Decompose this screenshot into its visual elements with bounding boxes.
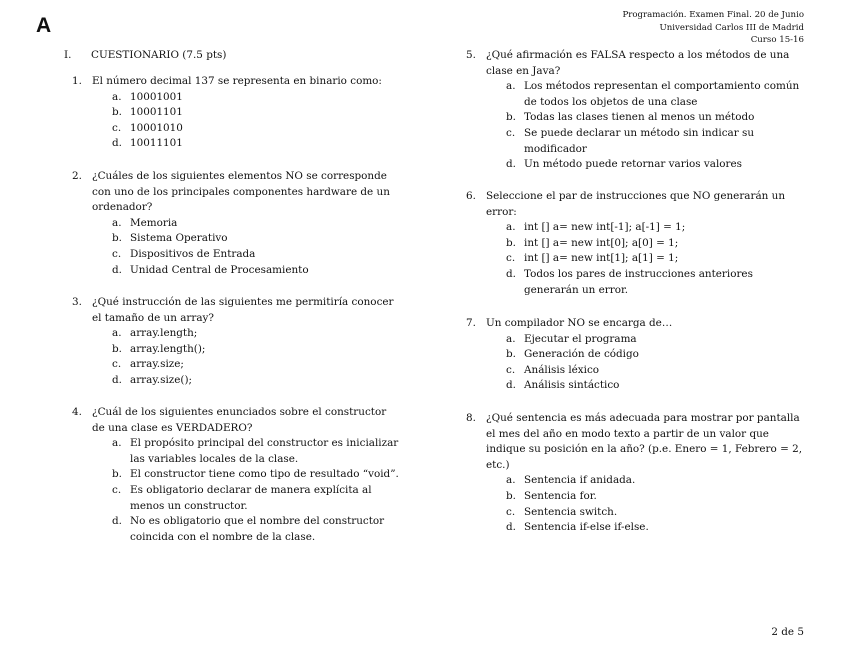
header-course-line: Programación. Examen Final. 20 de Junio — [622, 10, 804, 20]
option-letter: d. — [112, 263, 122, 276]
option-text: array.size; — [130, 358, 184, 371]
question-number: 6. — [466, 190, 476, 202]
option-text: Unidad Central de Procesamiento — [130, 263, 309, 276]
answer-option — [92, 483, 402, 514]
answer-option — [92, 231, 402, 247]
option-letter: a. — [506, 80, 516, 93]
option-text: 10001010 — [130, 121, 183, 134]
answer-option — [486, 473, 806, 489]
answer-option — [486, 489, 806, 505]
answer-option — [486, 363, 806, 379]
option-text: Memoria — [130, 216, 178, 229]
option-text: Generación de código — [524, 348, 639, 361]
answer-option — [486, 378, 806, 394]
answer-option — [486, 505, 806, 521]
question-number: 2. — [72, 170, 82, 182]
option-letter: a. — [506, 332, 516, 345]
option-letter: a. — [112, 437, 122, 450]
option-text: Todos los pares de instrucciones anteriores generarán un error. — [524, 267, 753, 296]
question-number: 5. — [466, 49, 476, 61]
option-text: Dispositivos de Entrada — [130, 247, 256, 260]
option-letter: a. — [506, 474, 516, 487]
answer-options — [486, 332, 806, 394]
question-number: 8. — [466, 412, 476, 424]
option-text: array.length; — [130, 327, 198, 340]
option-text: Sentencia if-else if-else. — [524, 521, 649, 534]
option-text: Se puede declarar un método sin indicar su modificador — [524, 126, 755, 155]
answer-option — [92, 436, 402, 467]
option-letter: c. — [506, 505, 516, 518]
answer-option — [92, 263, 402, 279]
exam-version-letter: A — [36, 14, 52, 37]
option-text: int [] a= new int[-1]; a[-1] = 1; — [524, 221, 686, 234]
answer-options — [92, 436, 402, 545]
section-number: I. — [64, 49, 72, 61]
option-letter: d. — [506, 521, 516, 534]
option-letter: b. — [112, 342, 122, 355]
option-text: Análisis sintáctico — [524, 379, 620, 392]
answer-option — [92, 247, 402, 263]
option-text: No es obligatorio que el nombre del constructor coincida con el nombre de la clase. — [130, 515, 385, 543]
question-text: El número decimal 137 se representa en binario como: — [92, 75, 382, 87]
header-university-line: Universidad Carlos III de Madrid — [659, 22, 804, 33]
option-letter: c. — [506, 252, 516, 265]
answer-options — [92, 216, 402, 278]
question-text: ¿Cuál de los siguientes enunciados sobre el constructor de una clase es VERDADERO? — [92, 406, 387, 434]
option-letter: a. — [112, 216, 122, 229]
answer-option — [486, 267, 806, 298]
option-text: 10011101 — [130, 137, 183, 150]
question-text: ¿Qué afirmación es FALSA respecto a los métodos de una clase en Java? — [486, 49, 790, 77]
answer-options — [486, 473, 806, 535]
option-letter: a. — [112, 327, 122, 340]
option-text: Análisis léxico — [524, 363, 600, 376]
option-letter: c. — [112, 483, 122, 496]
question-4 — [72, 405, 402, 545]
option-letter: d. — [112, 137, 122, 150]
question-text: ¿Cuáles de los siguientes elementos NO se corresponde con uno de los principales componentes hardware de un ordenador? — [92, 170, 390, 214]
answer-options — [92, 90, 402, 152]
option-text: Es obligatorio declarar de manera explícita al menos un constructor. — [130, 483, 372, 512]
question-text: ¿Qué instrucción de las siguientes me permitiría conocer el tamaño de un array? — [92, 296, 394, 324]
option-letter: c. — [506, 363, 516, 376]
answer-option — [486, 157, 806, 173]
question-8 — [466, 411, 806, 536]
answer-option — [486, 520, 806, 536]
answer-option — [92, 136, 402, 152]
answer-option — [92, 216, 402, 232]
answer-option — [486, 236, 806, 252]
option-letter: b. — [112, 468, 122, 481]
question-number: 7. — [466, 317, 476, 329]
answer-option — [92, 90, 402, 106]
answer-option — [486, 347, 806, 363]
question-2 — [72, 169, 402, 278]
option-text: Un método puede retornar varios valores — [524, 158, 743, 171]
option-text: El constructor tiene como tipo de resultado “void”. — [130, 468, 399, 481]
answer-options — [486, 79, 806, 173]
answer-option — [92, 373, 402, 389]
option-letter: a. — [112, 90, 122, 103]
answer-option — [486, 110, 806, 126]
answer-option — [486, 126, 806, 157]
option-letter: c. — [112, 247, 122, 260]
question-text: Seleccione el par de instrucciones que NO generarán un error: — [486, 190, 786, 218]
option-text: Sentencia switch. — [524, 505, 618, 518]
option-letter: b. — [506, 236, 516, 249]
question-6 — [466, 189, 806, 298]
option-letter: d. — [506, 158, 516, 171]
answer-option — [92, 121, 402, 137]
option-letter: c. — [112, 121, 122, 134]
option-text: Sistema Operativo — [130, 232, 228, 245]
answer-option — [92, 514, 402, 545]
question-7 — [466, 316, 806, 394]
option-letter: c. — [112, 358, 122, 371]
answer-option — [92, 357, 402, 373]
option-letter: b. — [112, 106, 122, 119]
option-text: 10001101 — [130, 106, 183, 119]
option-letter: b. — [506, 348, 516, 361]
option-text: El propósito principal del constructor es inicializar las variables locales de la clase. — [130, 437, 399, 465]
answer-option — [486, 220, 806, 236]
option-text: int [] a= new int[0]; a[0] = 1; — [524, 236, 679, 249]
answer-option — [486, 251, 806, 267]
answer-option — [92, 105, 402, 121]
option-text: array.length(); — [130, 342, 206, 355]
question-number: 1. — [72, 75, 82, 87]
option-text: Sentencia if anidada. — [524, 474, 636, 487]
answer-options — [486, 220, 806, 298]
question-3 — [72, 295, 402, 389]
option-letter: d. — [112, 373, 122, 386]
option-letter: b. — [506, 489, 516, 502]
question-number: 3. — [72, 296, 82, 308]
option-letter: b. — [112, 232, 122, 245]
option-text: int [] a= new int[1]; a[1] = 1; — [524, 252, 679, 265]
option-letter: c. — [506, 126, 516, 139]
question-5 — [466, 48, 806, 173]
question-text: ¿Qué sentencia es más adecuada para mostrar por pantalla el mes del año en modo texto a partir de un valor que indique su posición en la año? (p.e. Enero = 1, Febrero = 2, etc.) — [486, 412, 802, 471]
page-number: 2 de 5 — [771, 626, 804, 638]
section-title — [64, 49, 226, 61]
option-text: Los métodos representan el comportamiento común de todos los objetos de una clase — [524, 80, 800, 108]
section-name: CUESTIONARIO (7.5 pts) — [91, 49, 227, 61]
answer-option — [486, 79, 806, 110]
option-letter: a. — [506, 221, 516, 234]
option-letter: b. — [506, 111, 516, 124]
option-text: 10001001 — [130, 90, 183, 103]
option-letter: d. — [112, 515, 122, 528]
question-1 — [72, 74, 402, 152]
answer-options — [92, 326, 402, 388]
option-text: Ejecutar el programa — [524, 332, 637, 345]
question-number: 4. — [72, 406, 82, 418]
header-year-line: Curso 15-16 — [750, 35, 804, 45]
option-letter: d. — [506, 379, 516, 392]
answer-option — [92, 467, 402, 483]
option-text: array.size(); — [130, 373, 193, 386]
page-header — [622, 9, 804, 47]
answer-option — [486, 332, 806, 348]
answer-option — [92, 342, 402, 358]
answer-option — [92, 326, 402, 342]
option-letter: d. — [506, 267, 516, 280]
option-text: Sentencia for. — [524, 489, 597, 502]
question-text: Un compilador NO se encarga de… — [486, 317, 673, 329]
option-text: Todas las clases tienen al menos un método — [524, 111, 755, 124]
